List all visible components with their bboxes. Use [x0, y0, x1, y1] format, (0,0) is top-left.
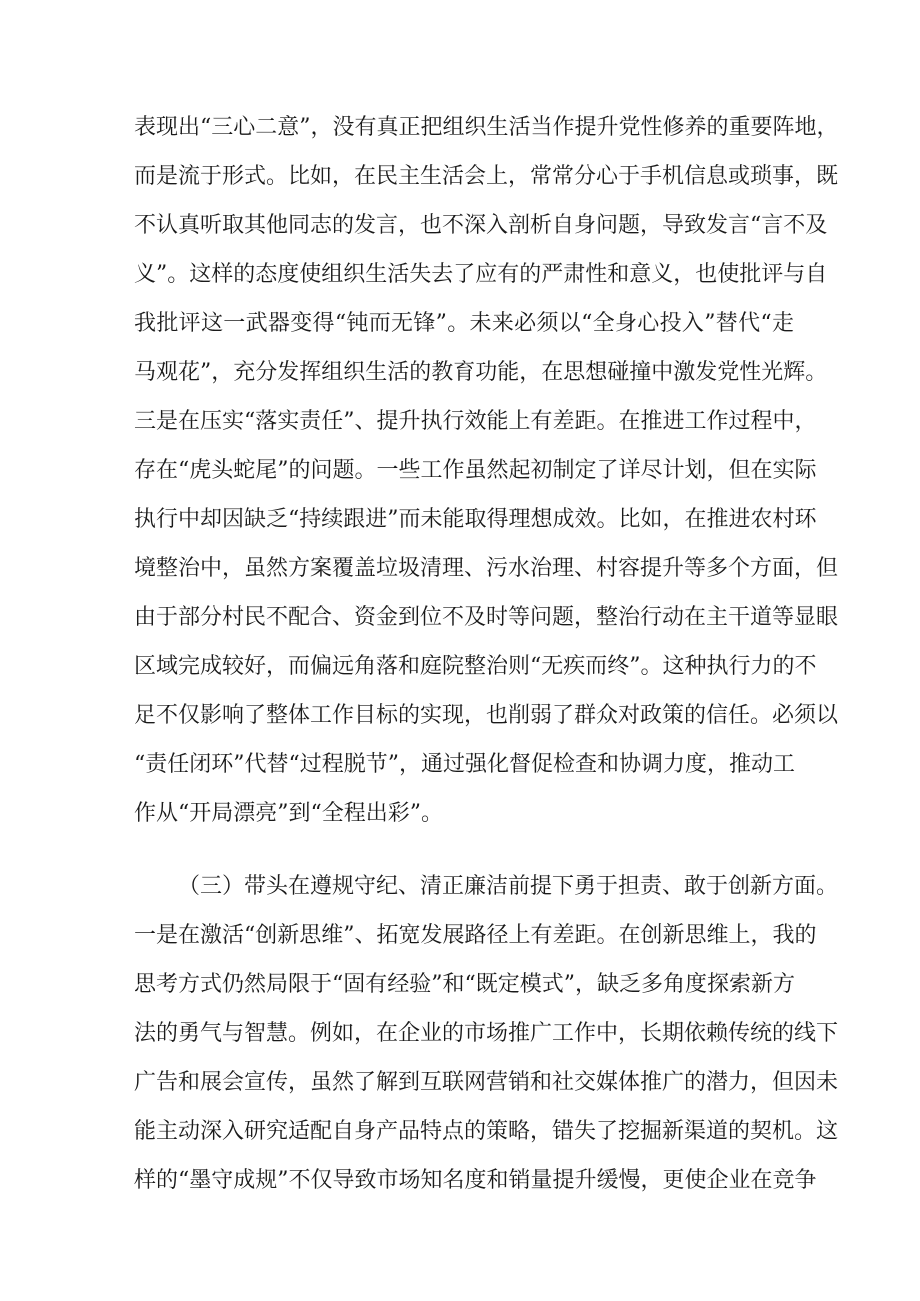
text-line: “责任闭环”代替“过程脱节”，通过强化督促检查和协调力度，推动工 — [134, 752, 795, 777]
text-line: 我批评这一武器变得“钝而无锋”。未来必须以“全身心投入”替代“走 — [134, 311, 794, 336]
text-line: 样的“墨守成规”不仅导致市场知名度和销量提升缓慢，更使企业在竞争 — [134, 1168, 817, 1193]
text-line: 执行中却因缺乏“持续跟进”而未能取得理想成效。比如，在推进农村环 — [134, 507, 817, 532]
text-line: 境整治中，虽然方案覆盖垃圾清理、污水治理、村容提升等多个方面，但 — [134, 556, 839, 581]
text-line: 由于部分村民不配合、资金到位不及时等问题，整治行动在主干道等显眼 — [134, 605, 839, 630]
text-line: 思考方式仍然局限于“固有经验”和“既定模式”，缺乏多角度探索新方 — [134, 972, 795, 997]
text-line: 义”。这样的态度使组织生活失去了应有的严肃性和意义，也使批评与自 — [134, 262, 828, 287]
text-line: 法的勇气与智慧。例如，在企业的市场推广工作中，长期依赖传统的线下 — [134, 1021, 839, 1046]
text-line: 能主动深入研究适配自身产品特点的策略，错失了挖掘新渠道的契机。这 — [134, 1119, 839, 1144]
text-line: 存在“虎头蛇尾”的问题。一些工作虽然起初制定了详尽计划，但在实际 — [134, 458, 817, 483]
text-line: 一是在激活“创新思维”、拓宽发展路径上有差距。在创新思维上，我的 — [134, 923, 817, 948]
section-heading: （三）带头在遵规守纪、清正廉洁前提下勇于担责、敢于创新方面。 — [178, 874, 839, 899]
paragraph-last-line: 作从“开局漂亮”到“全程出彩”。 — [134, 801, 443, 826]
text-line: 区域完成较好，而偏远角落和庭院整治则“无疾而终”。这种执行力的不 — [134, 654, 817, 679]
text-line: 马观花”，充分发挥组织生活的教育功能，在思想碰撞中激发党性光辉。 — [134, 360, 828, 385]
text-line: 而是流于形式。比如，在民主生活会上，常常分心于手机信息或琐事，既 — [134, 164, 839, 189]
text-line: 表现出“三心二意”，没有真正把组织生活当作提升党性修养的重要阵地， — [134, 115, 839, 140]
text-line: 不认真听取其他同志的发言，也不深入剖析自身问题，导致发言“言不及 — [134, 213, 828, 238]
text-line: 足不仅影响了整体工作目标的实现，也削弱了群众对政策的信任。必须以 — [134, 703, 839, 728]
text-line: 广告和展会宣传，虽然了解到互联网营销和社交媒体推广的潜力，但因未 — [134, 1070, 839, 1095]
text-line: 三是在压实“落实责任”、提升执行效能上有差距。在推进工作过程中， — [134, 409, 817, 434]
